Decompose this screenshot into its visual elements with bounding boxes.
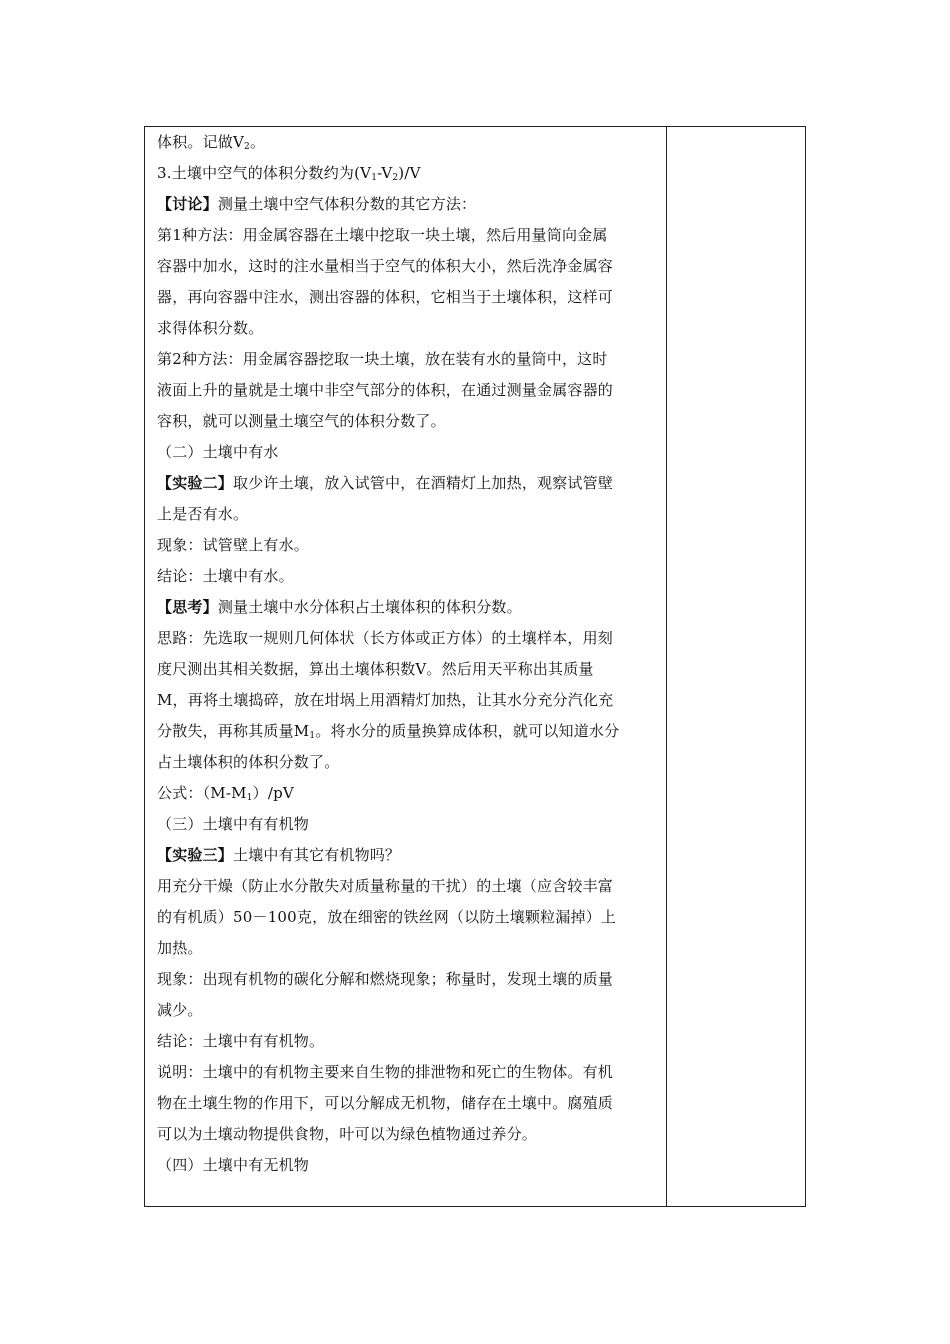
text-line: 第1种方法：用金属容器在土壤中挖取一块土壤，然后用量筒向金属 (157, 226, 608, 244)
thinking-heading: 【思考】测量土壤中水分体积占土壤体积的体积分数。 (157, 598, 522, 616)
text-line: 结论：土壤中有水。 (157, 567, 294, 585)
text-line: 分散失，再称其质量$M_1$。将水分的质量换算成体积，就可以知道水分 (157, 722, 620, 741)
text-line: 第2种方法：用金属容器挖取一块土壤，放在装有水的量筒中，这时 (157, 350, 608, 368)
text-line: 思路：先选取一规则几何体状（长方体或正方体）的土壤样本，用刻 (157, 629, 614, 647)
text-line: 占土壤体积的体积分数了。 (157, 753, 340, 771)
column-divider (666, 127, 667, 1206)
section-heading: （二）土壤中有水 (157, 443, 279, 461)
text-line: 求得体积分数。 (157, 319, 264, 337)
formula-line: 公式：$(M-M_1)/pV$ (157, 784, 294, 803)
section-heading: （四）土壤中有无机物 (157, 1156, 310, 1174)
text-line: 3.土壤中空气的体积分数约为$(V_1-V_2)/V$ (157, 164, 421, 183)
text-line: 容积，就可以测量土壤空气的体积分数了。 (157, 412, 446, 430)
main-column (157, 127, 657, 1181)
text-line: 结论：土壤中有有机物。 (157, 1032, 325, 1050)
text-line: 说明：土壤中的有机物主要来自生物的排泄物和死亡的生物体。有机 (157, 1063, 614, 1081)
text-line: 液面上升的量就是土壤中非空气部分的体积，在通过测量金属容器的 (157, 381, 614, 399)
text-line: 度尺测出其相关数据，算出土壤体积数V。然后用天平称出其质量 (157, 660, 594, 678)
experiment-heading: 【实验二】取少许土壤，放入试管中，在酒精灯上加热，观察试管壁 (157, 474, 614, 492)
text-line: 上是否有水。 (157, 505, 249, 523)
text-line: 可以为土壤动物提供食物，叶可以为绿色植物通过养分。 (157, 1125, 538, 1143)
text-line: 加热。 (157, 939, 203, 957)
text-line: 减少。 (157, 1001, 203, 1019)
text-line: 容器中加水，这时的注水量相当于空气的体积大小，然后洗净金属容 (157, 257, 614, 275)
content-table (144, 126, 806, 1207)
text-line: 器，再向容器中注水，测出容器的体积，它相当于土壤体积，这样可 (157, 288, 614, 306)
text-line: 体积。记做$V_2$。 (157, 133, 266, 152)
text-line: 用充分干燥（防止水分散失对质量称量的干扰）的土壤（应含较丰富 (157, 877, 614, 895)
text-line: 现象：出现有机物的碳化分解和燃烧现象；称量时，发现土壤的质量 (157, 970, 614, 988)
text-line: 物在土壤生物的作用下，可以分解成无机物，储存在土壤中。腐殖质 (157, 1094, 614, 1112)
experiment-heading: 【实验三】土壤中有其它有机物吗？ (157, 846, 401, 864)
section-heading: （三）土壤中有有机物 (157, 815, 310, 833)
discussion-heading: 【讨论】测量土壤中空气体积分数的其它方法： (157, 195, 477, 213)
text-line: 现象：试管壁上有水。 (157, 536, 310, 554)
text-line: 的有机质）50－100克，放在细密的铁丝网（以防土壤颗粒漏掉）上 (157, 908, 617, 926)
text-line: M，再将土壤捣碎，放在坩埚上用酒精灯加热，让其水分充分汽化充 (157, 691, 614, 709)
